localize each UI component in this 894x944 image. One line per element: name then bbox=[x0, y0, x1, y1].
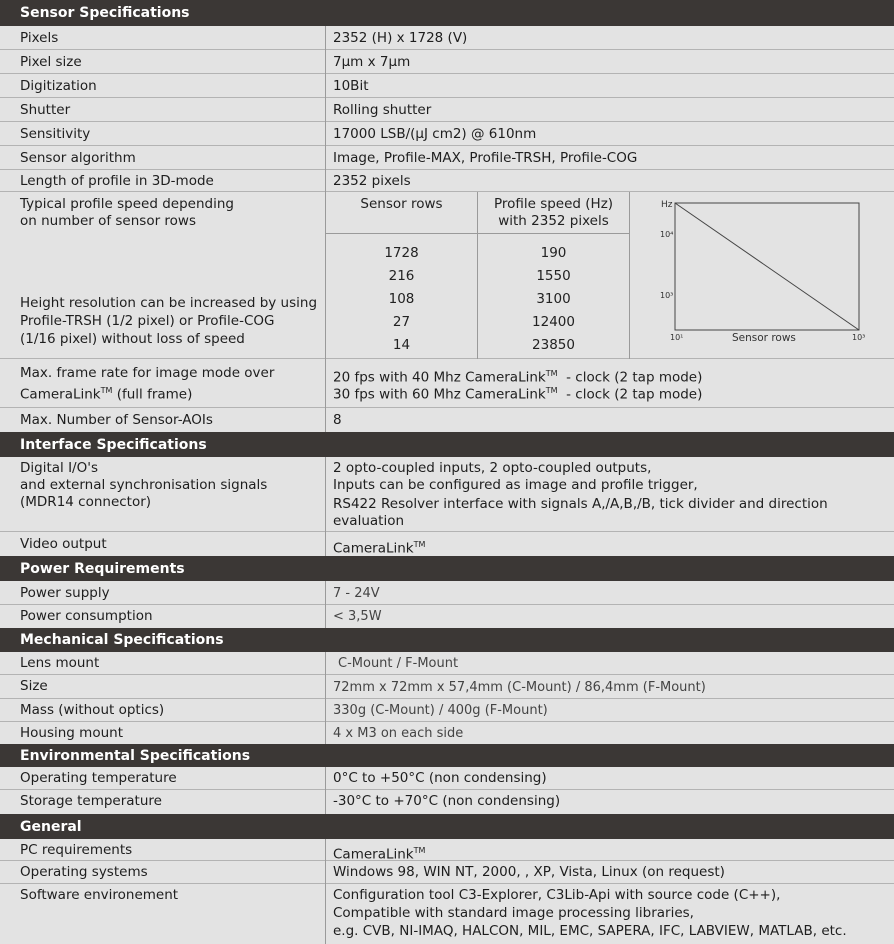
spec-label: Pixels bbox=[20, 30, 59, 46]
spec-label: Lens mount bbox=[20, 655, 100, 671]
spec-label: Mass (without optics) bbox=[20, 702, 165, 718]
profile-speed-cell: 190 bbox=[540, 245, 567, 261]
spec-label: Sensitivity bbox=[20, 126, 91, 142]
section-header-power: Power Requirements bbox=[0, 556, 894, 581]
spec-row-power-supply bbox=[0, 581, 894, 605]
spec-value: 330g (C-Mount) / 400g (F-Mount) bbox=[333, 703, 548, 718]
spec-row-mass bbox=[0, 699, 894, 722]
spec-label: Housing mount bbox=[20, 725, 123, 741]
spec-label: Sensor algorithm bbox=[20, 150, 136, 166]
trademark-mark: TM bbox=[100, 386, 113, 395]
column-divider bbox=[325, 652, 326, 744]
digital-io-value-line-1: 2 opto-coupled inputs, 2 opto-coupled outputs, bbox=[333, 460, 652, 476]
section-header-interface: Interface Specifications bbox=[0, 432, 894, 457]
software-value-line-2: Compatible with standard image processing libraries, bbox=[333, 905, 694, 921]
chart-xlabel: Sensor rows bbox=[732, 332, 796, 344]
digital-io-label-line-1: Digital I/O's bbox=[20, 460, 98, 476]
frame-rate-label-suffix: (full frame) bbox=[112, 386, 193, 403]
height-resolution-note-line-3: (1/16 pixel) without loss of speed bbox=[20, 331, 245, 347]
spec-row-sensor-aois bbox=[0, 408, 894, 432]
spec-label: Operating systems bbox=[20, 864, 148, 880]
spec-row-size bbox=[0, 675, 894, 699]
sensor-rows-cell: 1728 bbox=[384, 245, 419, 261]
frame-rate-label-text: CameraLink bbox=[20, 386, 101, 403]
spec-row-frame-rate bbox=[0, 359, 894, 408]
profile-speed-header-line-1: Profile speed (Hz) bbox=[493, 196, 614, 212]
profile-speed-label-line-2: on number of sensor rows bbox=[20, 213, 197, 229]
software-value-line-3: e.g. CVB, NI-IMAQ, HALCON, MIL, EMC, SAPERA, IFC, LABVIEW, MATLAB, etc. bbox=[333, 923, 847, 939]
digital-io-value-line-2: Inputs can be configured as image and profile trigger, bbox=[333, 477, 698, 493]
profile-speed-cell: 3100 bbox=[536, 291, 571, 307]
pc-requirements-text: CameraLink bbox=[333, 846, 414, 863]
sensor-rows-cell: 27 bbox=[392, 314, 411, 330]
sensor-rows-cell: 14 bbox=[392, 337, 411, 353]
profile-speed-chart bbox=[631, 192, 893, 358]
spec-label: Software environement bbox=[20, 887, 179, 903]
column-divider bbox=[325, 457, 326, 556]
spec-value: C-Mount / F-Mount bbox=[338, 656, 459, 671]
spec-label: Shutter bbox=[20, 102, 71, 118]
sensor-rows-cell: 108 bbox=[388, 291, 415, 307]
profile-speed-column bbox=[478, 242, 629, 357]
spec-label: Power consumption bbox=[20, 608, 153, 624]
spec-row-shutter bbox=[0, 98, 894, 122]
profile-speed-header bbox=[478, 196, 629, 230]
chart-series-line bbox=[675, 203, 859, 330]
chart-ylabel: Hz bbox=[661, 200, 673, 210]
spec-label: Length of profile in 3D-mode bbox=[20, 173, 214, 189]
frame-rate-value-text: 30 fps with 60 Mhz CameraLink bbox=[333, 386, 546, 403]
chart-column-divider bbox=[629, 192, 630, 359]
profile-speed-cell: 23850 bbox=[532, 337, 575, 353]
section-header-general: General bbox=[0, 814, 894, 839]
frame-rate-value-suffix: - clock (2 tap mode) bbox=[557, 386, 703, 403]
column-divider bbox=[325, 26, 326, 432]
height-resolution-note-line-2: Profile-TRSH (1/2 pixel) or Profile-COG bbox=[20, 313, 275, 329]
column-divider bbox=[325, 839, 326, 944]
spec-value: 4 x M3 on each side bbox=[333, 726, 464, 741]
spec-row-storage-temperature bbox=[0, 790, 894, 814]
spec-label: Digitization bbox=[20, 78, 97, 94]
spec-row-profile-length bbox=[0, 170, 894, 192]
frame-rate-label-line-1: Max. frame rate for image mode over bbox=[20, 365, 275, 381]
spec-label: Power supply bbox=[20, 585, 110, 601]
spec-value: Windows 98, WIN NT, 2000, , XP, Vista, Linux (on request) bbox=[333, 864, 725, 880]
chart-x-tick: 10³ bbox=[852, 333, 866, 342]
section-header-environmental: Environmental Specifications bbox=[0, 744, 894, 767]
trademark-mark: TM bbox=[545, 369, 558, 378]
profile-speed-cell: 1550 bbox=[536, 268, 571, 284]
profile-speed-cell: 12400 bbox=[532, 314, 575, 330]
profile-speed-label-line-1: Typical profile speed depending bbox=[20, 196, 234, 212]
spec-value: 0°C to +50°C (non condensing) bbox=[333, 770, 547, 786]
sensor-rows-column bbox=[326, 242, 477, 357]
spec-row-pc-requirements bbox=[0, 839, 894, 861]
software-value-line-1: Configuration tool C3-Explorer, C3Lib-Api with source code (C++), bbox=[333, 887, 781, 903]
digital-io-value-line-4: evaluation bbox=[333, 513, 405, 529]
trademark-mark: TM bbox=[545, 386, 558, 395]
spec-label: Storage temperature bbox=[20, 793, 162, 809]
spec-row-sensor-algorithm bbox=[0, 146, 894, 170]
height-resolution-note-line-1: Height resolution can be increased by using bbox=[20, 295, 318, 311]
spec-row-sensitivity bbox=[0, 122, 894, 146]
spec-row-software bbox=[0, 884, 894, 944]
spec-row-housing-mount bbox=[0, 722, 894, 744]
spec-row-video-output bbox=[0, 532, 894, 556]
digital-io-label-line-2: and external synchronisation signals bbox=[20, 477, 268, 493]
spec-row-lens-mount bbox=[0, 652, 894, 675]
inner-header-divider bbox=[326, 233, 629, 234]
spec-row-digitization bbox=[0, 74, 894, 98]
spec-value: 72mm x 72mm x 57,4mm (C-Mount) / 86,4mm (F-Mount) bbox=[333, 680, 706, 695]
spec-value bbox=[333, 536, 883, 558]
spec-value: 10Bit bbox=[333, 78, 369, 94]
frame-rate-value-text: 20 fps with 40 Mhz CameraLink bbox=[333, 369, 546, 386]
chart-y-tick: 10³ bbox=[660, 291, 674, 300]
frame-rate-value-suffix: - clock (2 tap mode) bbox=[557, 369, 703, 386]
digital-io-value-line-3: RS422 Resolver interface with signals A,/A,B,/B, tick divider and direction bbox=[333, 496, 828, 512]
spec-row-operating-temperature bbox=[0, 767, 894, 790]
section-header-mechanical: Mechanical Specifications bbox=[0, 628, 894, 652]
chart-y-tick: 10⁴ bbox=[660, 230, 674, 239]
spec-value: < 3,5W bbox=[333, 609, 382, 624]
spec-row-pixel-size bbox=[0, 50, 894, 74]
sensor-rows-header: Sensor rows bbox=[360, 196, 443, 212]
sensor-rows-cell: 216 bbox=[388, 268, 415, 284]
spec-value: 17000 LSB/(µJ cm2) @ 610nm bbox=[333, 126, 537, 142]
spec-value: 2352 pixels bbox=[333, 173, 411, 189]
spec-label: Max. Number of Sensor-AOIs bbox=[20, 412, 213, 428]
spec-label: Video output bbox=[20, 536, 107, 552]
spec-value: 7µm x 7µm bbox=[333, 54, 411, 70]
spec-value: 7 - 24V bbox=[333, 586, 380, 601]
video-output-text: CameraLink bbox=[333, 540, 414, 557]
spec-value: 2352 (H) x 1728 (V) bbox=[333, 30, 468, 46]
spec-value: Rolling shutter bbox=[333, 102, 432, 118]
spec-row-digital-io bbox=[0, 457, 894, 532]
column-divider bbox=[325, 767, 326, 814]
spec-label: Operating temperature bbox=[20, 770, 177, 786]
spec-row-power-consumption bbox=[0, 605, 894, 628]
trademark-mark: TM bbox=[413, 846, 426, 855]
frame-rate-label-line-2 bbox=[20, 382, 320, 404]
spec-value: -30°C to +70°C (non condensing) bbox=[333, 793, 561, 809]
column-divider bbox=[325, 581, 326, 628]
spec-row-pixels bbox=[0, 26, 894, 50]
digital-io-label-line-3: (MDR14 connector) bbox=[20, 494, 152, 510]
trademark-mark: TM bbox=[413, 540, 426, 549]
spec-value: Image, Profile-MAX, Profile-TRSH, Profile-COG bbox=[333, 150, 638, 166]
profile-speed-header-line-2: with 2352 pixels bbox=[498, 213, 609, 229]
spec-label: Pixel size bbox=[20, 54, 82, 70]
frame-rate-value-line-2 bbox=[333, 382, 883, 404]
spec-row-profile-speed bbox=[0, 192, 894, 359]
spec-row-operating-systems bbox=[0, 861, 894, 884]
spec-value: 8 bbox=[333, 412, 342, 428]
section-header-sensor: Sensor Specifications bbox=[0, 0, 894, 26]
spec-label: Size bbox=[20, 678, 48, 694]
chart-x-tick: 10¹ bbox=[670, 333, 684, 342]
spec-label: PC requirements bbox=[20, 842, 133, 858]
